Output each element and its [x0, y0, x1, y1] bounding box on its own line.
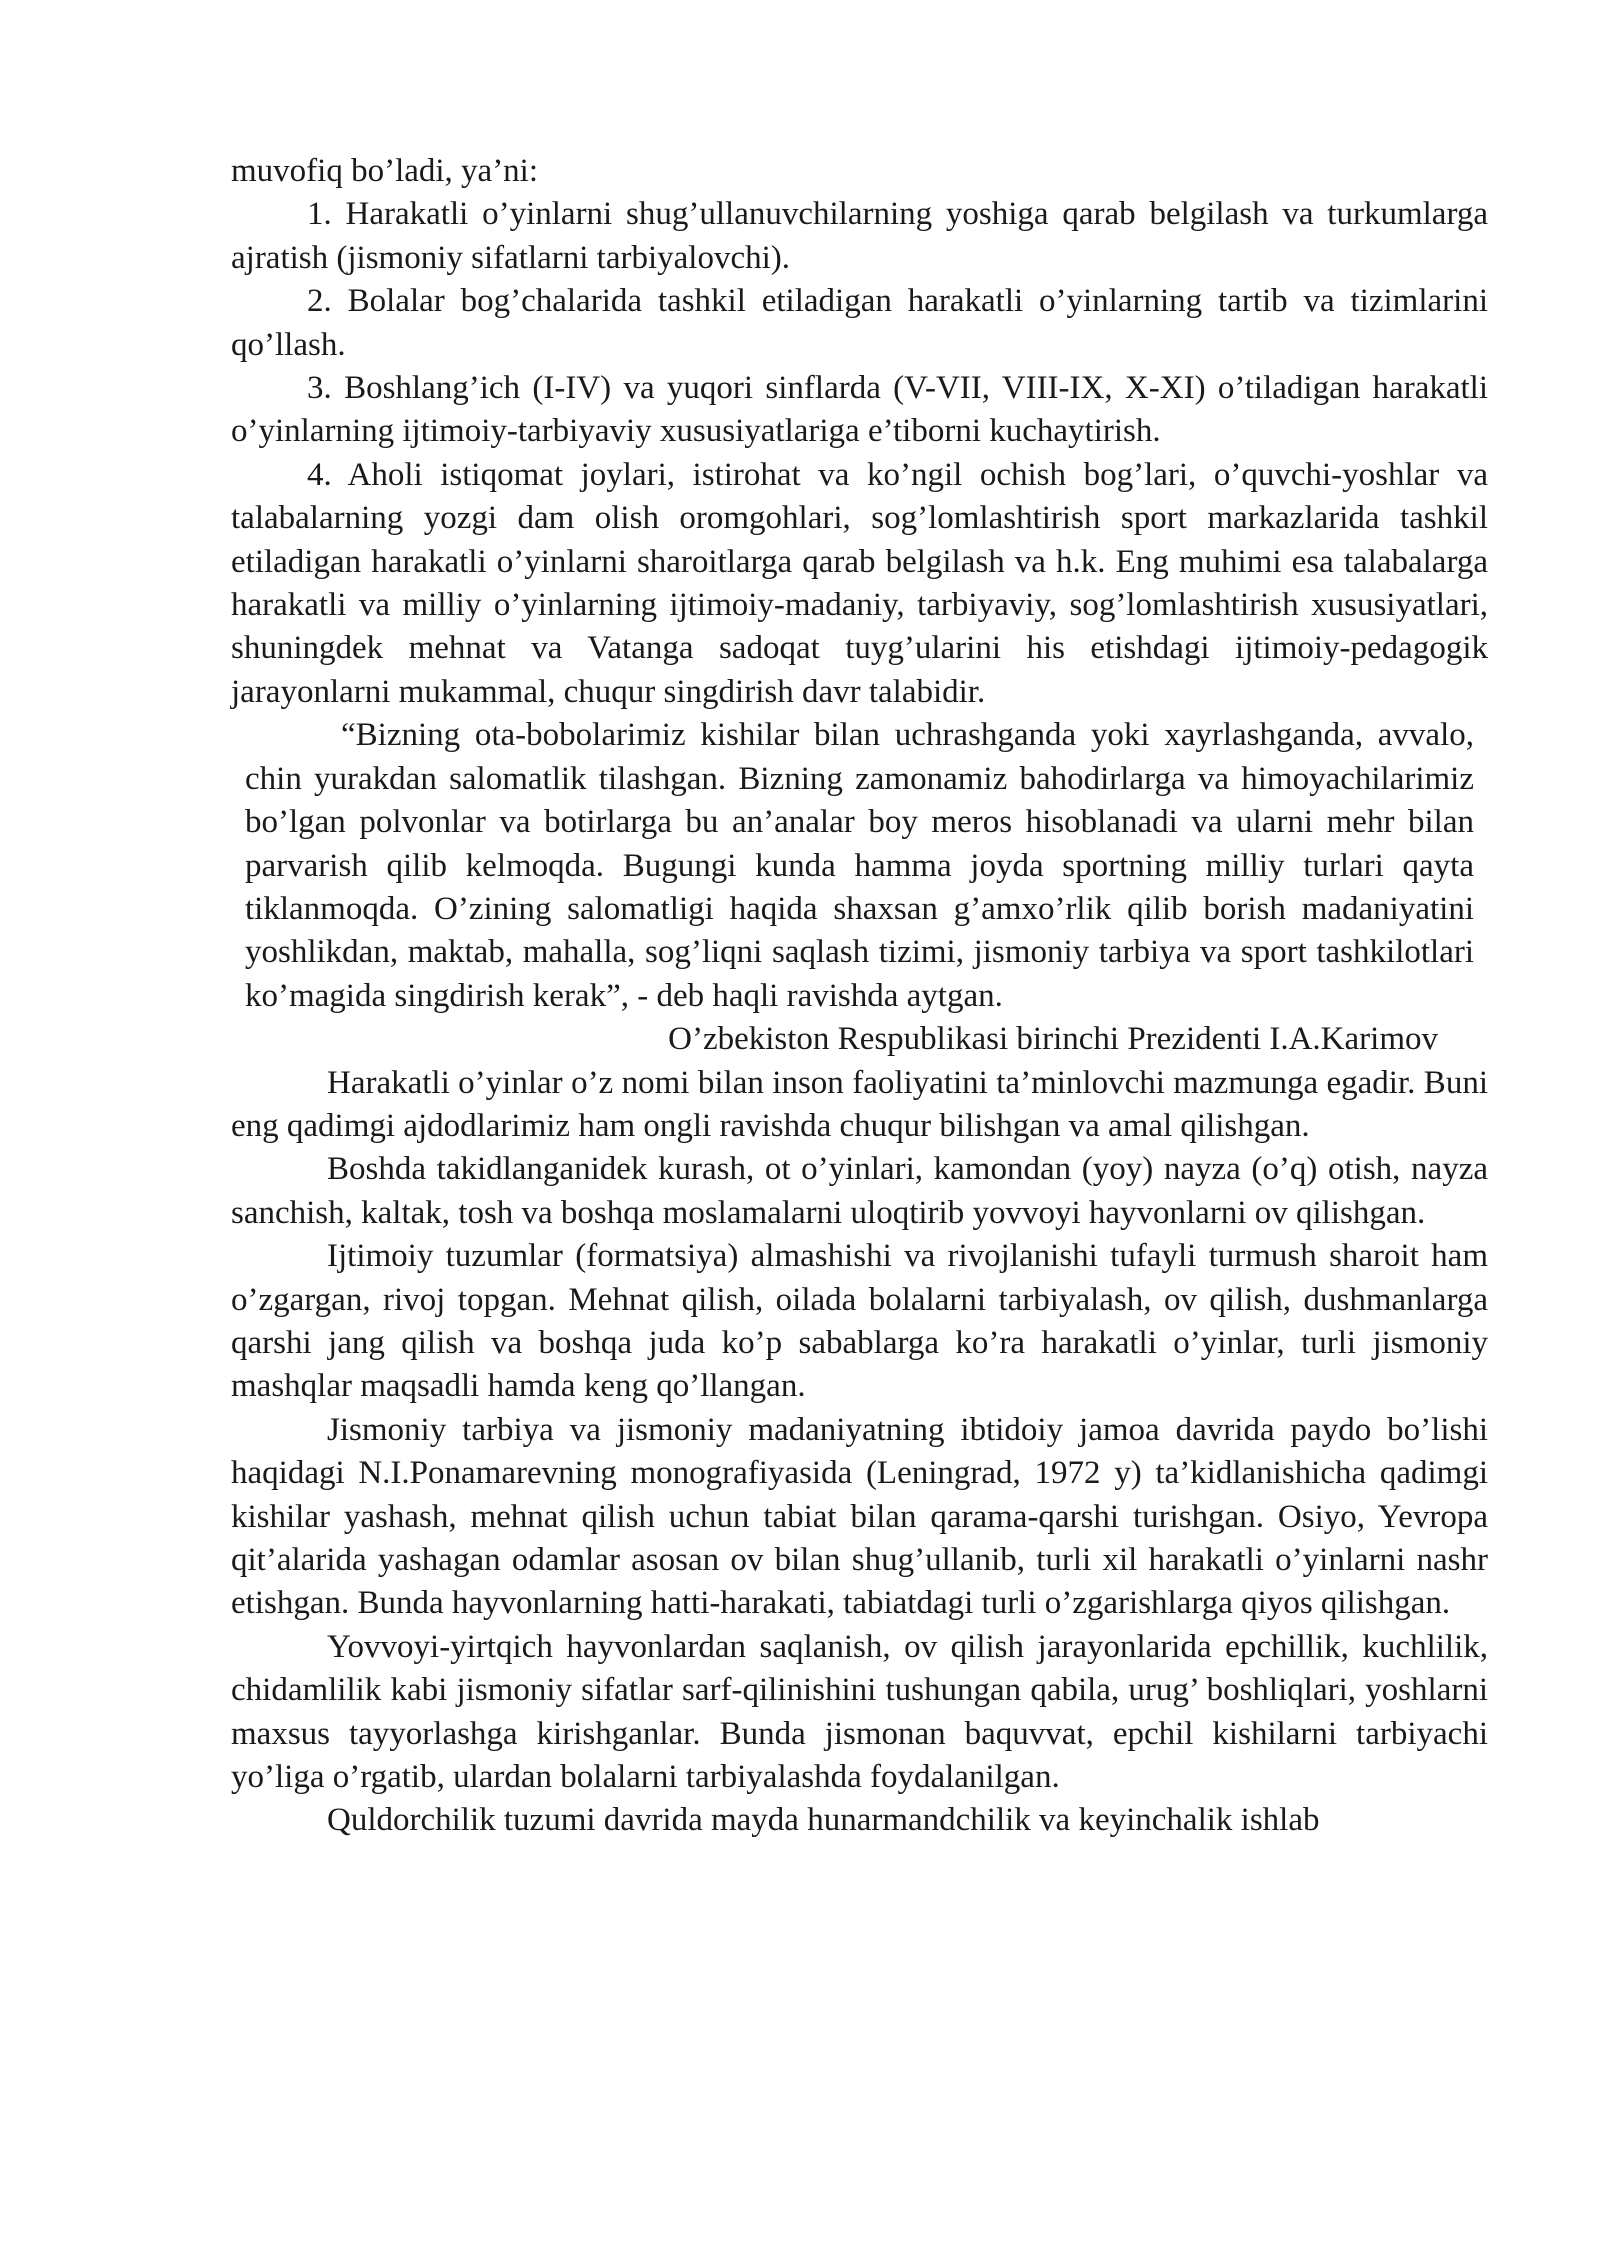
list-item-3: 3. Boshlang’ich (I-IV) va yuqori sinflarda (V-VII, VIII-IX, X-XI) o’tiladigan harakatli o’yinlarning ijtimoiy-tarbiyaviy xususiyatlariga e’tiborni kuchaytirish.: [231, 370, 1488, 450]
body-paragraph: Ijtimoiy tuzumlar (formatsiya) almashishi va rivojlanishi tufayli turmush sharoit ham o’zgargan, rivoj topgan. Mehnat qilish, oilada bolalarni tarbiyalash, ov qilish, dushmanlarga qarshi jang qilish va boshqa juda ko’p sabablarga ko’ra harakatli o’yinlar, turli jismoniy mashqlar maqsadli hamda keng qo’llangan.: [231, 1238, 1488, 1405]
quote-attribution: O’zbekiston Respublikasi birinchi Prezidenti I.A.Karimov: [668, 1021, 1438, 1058]
body-paragraph: Yovvoyi-yirtqich hayvonlardan saqlanish, ov qilish jarayonlarida epchillik, kuchlilik, chidamlilik kabi jismoniy sifatlar sarf-qilinishini tushungan qabila, urug’ boshliqlari, yoshlarni maxsus tayyorlashga kirishganlar. Bunda jismonan baquvvat, epchil kishilarni tarbiyachi yo’liga o’rgatib, ulardan bolalarni tarbiyalashda foydalanilgan.: [231, 1628, 1488, 1796]
list-item-4: 4. Aholi istiqomat joylari, istirohat va ko’ngil ochish bog’lari, o’quvchi-yoshlar va talabalarning yozgi dam olish oromgohlari, sog’lomlashtirish sport markazlarida tashkil etiladigan harakatli o’yinlarni sharoitlarga qarab belgilash va h.k. Eng muhimi esa talabalarga harakatli va milliy o’yinlarning ijtimoiy-madaniy, tarbiyaviy, sog’lomlashtirish xususiyatlari, shuningdek mehnat va Vatanga sadoqat tuyg’ularini his etishdagi ijtimoiy-pedagogik jarayonlarni mukammal, chuqur singdirish davr talabidir.: [231, 456, 1488, 710]
body-paragraph: Boshda takidlanganidek kurash, ot o’yinlari, kamondan (yoy) nayza (o’q) otish, nayza sanchish, kaltak, tosh va boshqa moslamalarni uloqtirib yovvoyi hayvonlarni ov qilishgan.: [231, 1151, 1488, 1231]
document-page: [231, 150, 1488, 1843]
list-item-2: 2. Bolalar bog’chalarida tashkil etiladigan harakatli o’yinlarning tartib va tizimlarini qo’llash.: [231, 283, 1488, 363]
body-paragraph: Harakatli o’yinlar o’z nomi bilan inson faoliyatini ta’minlovchi mazmunga egadir. Buni eng qadimgi ajdodlarimiz ham ongli ravishda chuqur bilishgan va amal qilishgan.: [231, 1064, 1488, 1144]
body-paragraph-last: Quldorchilik tuzumi davrida mayda hunarmandchilik va keyinchalik ishlab: [327, 1802, 1320, 1839]
list-item-1: 1. Harakatli o’yinlarni shug’ullanuvchilarning yoshiga qarab belgilash va turkumlarga ajratish (jismoniy sifatlarni tarbiyalovchi).: [231, 196, 1488, 276]
body-paragraph: Jismoniy tarbiya va jismoniy madaniyatning ibtidoiy jamoa davrida paydo bo’lishi haqidagi N.I.Ponamarevning monografiyasida (Leningrad, 1972 y) ta’kidlanishicha qadimgi kishilar yashash, mehnat qilish uchun tabiat bilan qarama-qarshi turishgan. Osiyo, Yevropa qit’alarida yashagan odamlar asosan ov bilan shug’ullanib, turli xil harakatli o’yinlarni nashr etishgan. Bunda hayvonlarning hatti-harakati, tabiatdagi turli o’zgarishlarga qiyos qilishgan.: [231, 1411, 1488, 1622]
quote-block: “Bizning ota-bobolarimiz kishilar bilan uchrashganda yoki xayrlashganda, avvalo, chin yurakdan salomatlik tilashgan. Bizning zamonamiz bahodirlarga va himoyachilarimiz bo’lgan polvonlar va botirlarga bu an’analar boy meros hisoblanadi va ularni mehr bilan parvarish qilib kelmoqda. Bugungi kunda hamma joyda sportning milliy turlari qayta tiklanmoqda. O’zining salomatligi haqida shaxsan g’amxo’rlik qilib borish madaniyatini yoshlikdan, maktab, mahalla, sog’liqni saqlash tizimi, jismoniy tarbiya va sport tashkilotlari ko’magida singdirish kerak”, - deb haqli ravishda aytgan.: [245, 717, 1474, 1014]
intro-line: muvofiq bo’ladi, ya’ni:: [231, 153, 539, 189]
